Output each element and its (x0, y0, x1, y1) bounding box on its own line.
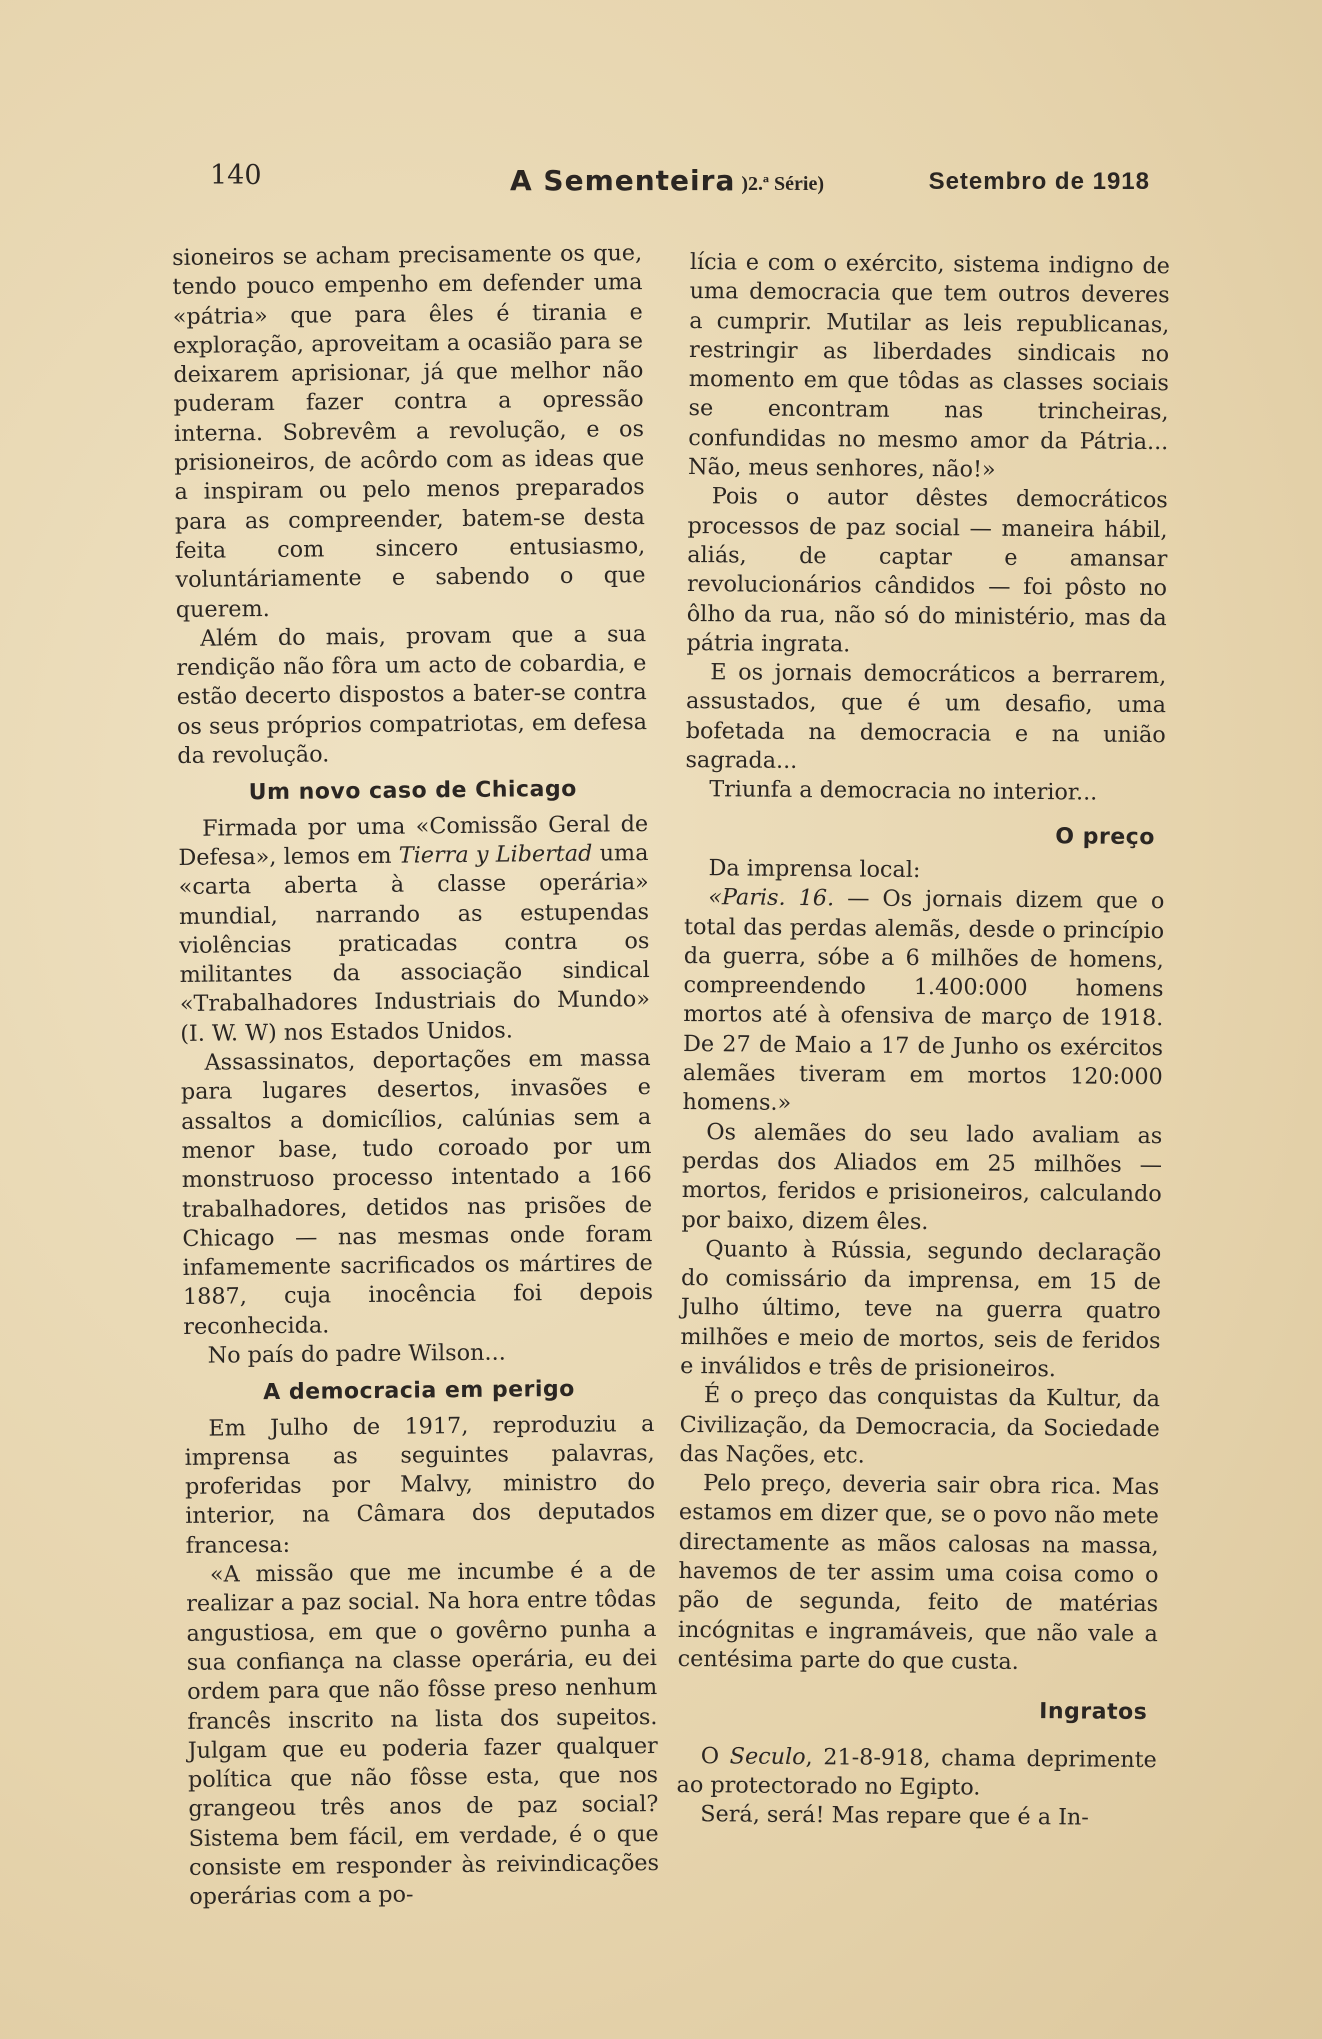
paragraph: lícia e com o exército, sistema indigno de uma democracia que tem outros deveres a cumprir. Mutilar as leis republicanas, restringir as liberdades sindicais no momento em que tôdas as classes sociais se encontram nas trincheiras, confundidas no mesmo amor da Pátria... Não, meus senhores, não!» (687, 248, 1170, 483)
text-run: — Os jornais dizem que o total das perdas alemãs, desde o princípio da guerra, sóbe a 6 milhões de homens, compreendendo 1.400:000 homens mortos até à ofensiva de março de 1918. De 27 de Maio a 17 de Junho os exércitos alemães tiveram em mortos 120:000 homens.» (682, 885, 1165, 1117)
paragraph (178, 810, 650, 1049)
section-heading-chicago: Um novo caso de Chicago (248, 777, 577, 806)
italic-title: Tierra y Libertad (398, 840, 593, 869)
section-heading-preco: O preço (1055, 823, 1155, 850)
paragraph: Será, será! Mas repare que é a In- (700, 1801, 1089, 1831)
paragraph: Além do mais, provam que a sua rendição não fôra um acto de cobardia, e estão decerto dispostos a bater-se contra os seus próprios compatriotas, em defesa da revolução. (176, 620, 648, 770)
left-column (172, 239, 659, 1912)
right-column (676, 248, 1170, 1834)
paragraph: Pois o autor dêstes democráticos processos de paz social — maneira hábil, aliás, de captar e amansar revolucionários cândidos — foi pôsto no ôlho da rua, não só do ministério, mas da pátria ingrata. (686, 483, 1168, 658)
paragraph: E os jornais democráticos a berrarem, assustados, que é um desafio, uma bofetada na democracia e na união sagrada... (685, 659, 1167, 775)
series-label: )2.ª Série) (741, 173, 824, 195)
paragraph: No país do padre Wilson... (207, 1339, 506, 1369)
text-run: O (700, 1742, 730, 1769)
section-heading-ingratos: Ingratos (1039, 1699, 1148, 1726)
journal-title-text: A Sementeira (510, 164, 736, 197)
paragraph: Em Julho de 1917, reproduziu a imprensa as seguintes palavras, proferidas por Malvy, ministro do interior, na Câmara dos deputados francesa: (184, 1410, 656, 1559)
paragraph (676, 1741, 1156, 1804)
paragraph: Quanto à Rússia, segundo declaração do comissário da imprensa, em 15 de Julho último, teve na guerra quatro milhões e meio de mortos, seis de feridos e inválidos e três de prisioneiros. (680, 1235, 1162, 1383)
paragraph: Triunfa a democracia no interior... (709, 776, 1098, 806)
text-run: uma «carta aberta à classe operária» mundial, narrando as estupendas violências praticadas contra os militantes da associação sindical «Trabalhadores Industriais do Mundo» (I. W. W) nos Estados Unidos. (178, 839, 651, 1047)
paragraph: Da imprensa local: (708, 855, 921, 883)
paragraph: «A missão que me incumbe é a de realizar a paz social. Na hora entre tôdas angustiosa, em que o govêrno punha a sua confiança na classe operária, eu dei ordem para que não fôsse preso nenhum francês inscrito na lista dos supeitos. Julgam que eu poderia fazer qualquer política que não fôsse esta, que nos grangeou três anos de paz social? Sistema bem fácil, em verdade, é o que consiste em responder às reivindicações operárias com a po- (186, 1557, 660, 1911)
paragraph: sioneiros se acham precisamente os que, tendo pouco empenho em defender uma «pátria» que para êles é tirania e exploração, aproveitam a ocasião para se deixarem aprisionar, já que melhor não puderam fazer contra a opressão interna. Sobrevêm a revolução, e os prisioneiros, de acôrdo com as ideas que a inspiram ou pelo menos preparados para as compreender, batem-se desta feita com sincero entusiasmo, voluntáriamente e sabendo o que querem. (172, 240, 646, 623)
paragraph: É o preço das conquistas da Kultur, da Civilização, da Democracia, da Sociedade das Nações, etc. (679, 1382, 1161, 1469)
italic-dateline: «Paris. 16. (708, 884, 835, 912)
issue-date: Setembro de 1918 (928, 168, 1150, 195)
text-run: , 21-8-918, chama deprimente ao protectorado no Egipto. (676, 1743, 1157, 1801)
text-run: Firmada por uma «Comissão Geral de Defesa», lemos em (178, 810, 649, 871)
section-heading-democracia: A democracia em perigo (263, 1377, 575, 1406)
paragraph: Pelo preço, deveria sair obra rica. Mas estamos em dizer que, se o povo não mete directamente as mãos calosas na massa, havemos de ter assim uma coisa como o pão de segunda, feito de matérias incógnitas e ingramáveis, que não vale a centésima parte do que custa. (677, 1470, 1160, 1675)
paragraph: Os alemães do seu lado avaliam as perdas dos Aliados em 25 milhões — mortos, feridos e prisioneiros, calculando por baixo, dizem êles. (681, 1118, 1163, 1235)
paragraph: Assassinatos, deportações em massa para lugares desertos, invasões e assaltos a domicílios, calúnias sem a menor base, tudo coroado por um monstruoso processo intentado a 166 trabalhadores, detidos nas prisões de Chicago — nas mesmas onde foram infamemente sacrificados os mártires de 1887, cuja inocência foi depois reconhecida. (180, 1045, 654, 1340)
page-number: 140 (210, 160, 262, 191)
journal-title (510, 164, 824, 197)
paragraph (682, 883, 1164, 1122)
italic-title: Seculo (729, 1742, 806, 1770)
page-header (210, 158, 1150, 208)
